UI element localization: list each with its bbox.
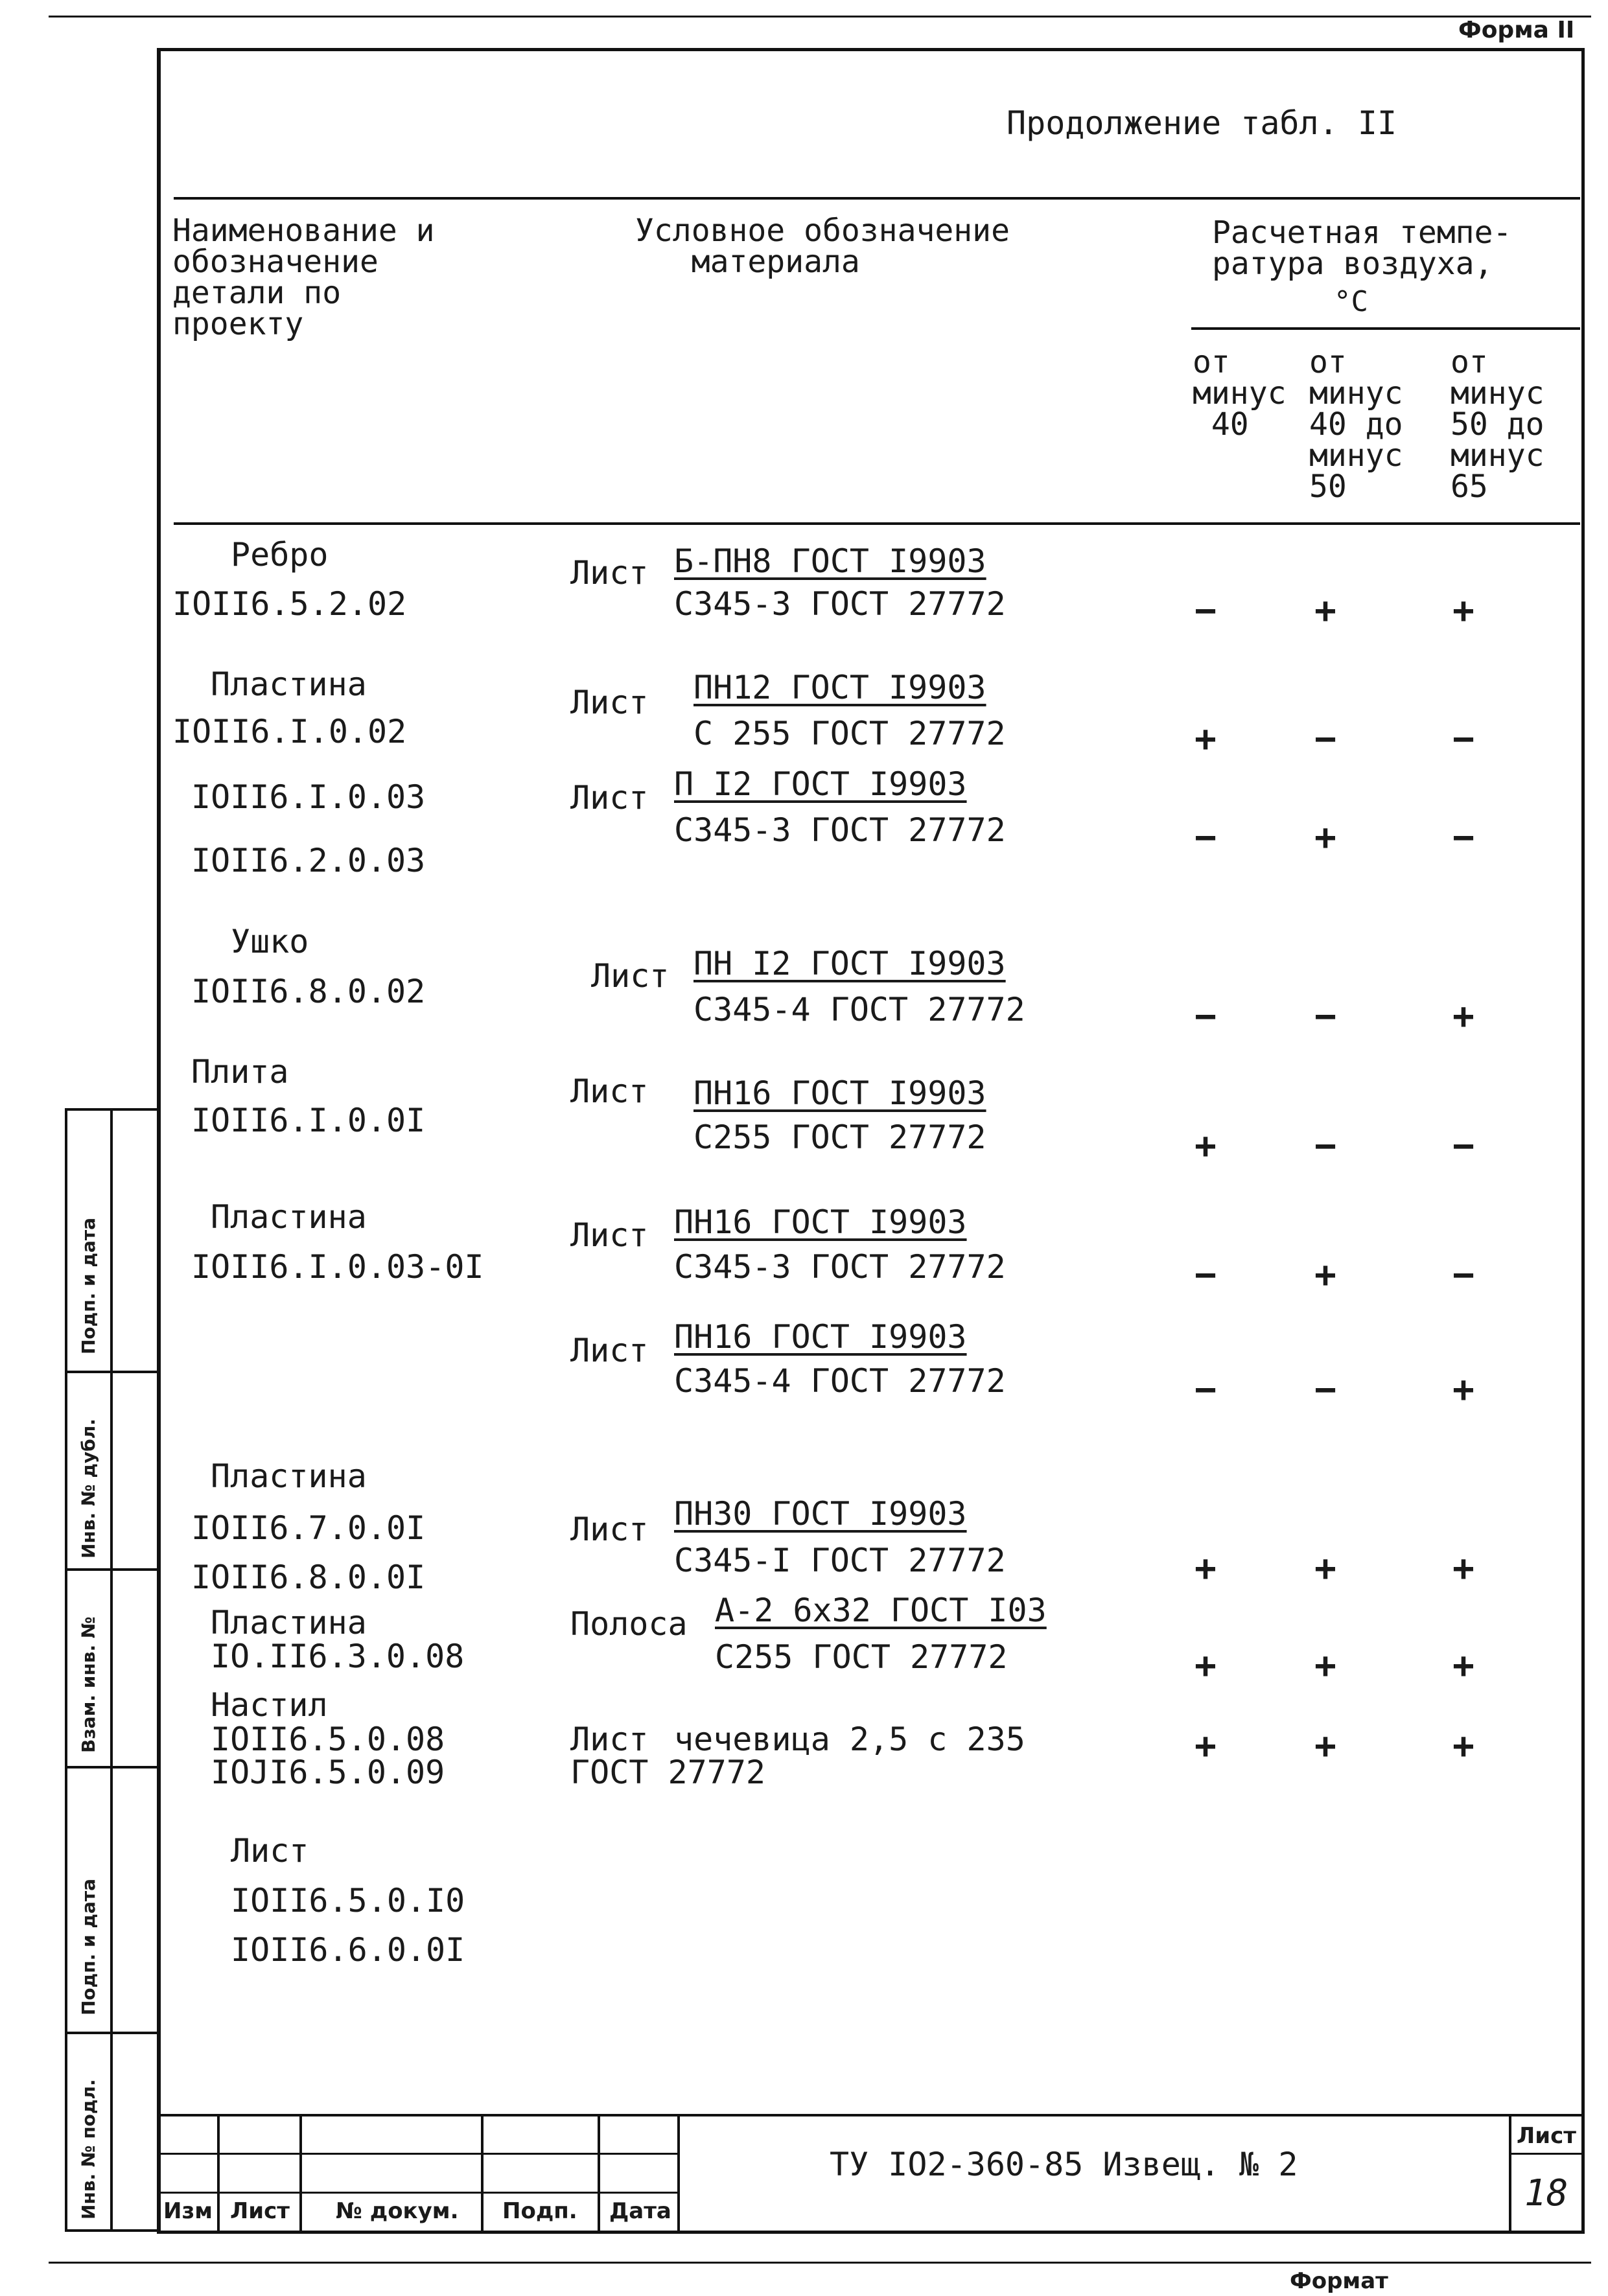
material-steel: С345-3 ГОСТ 27772 — [674, 811, 1006, 849]
part-name: Настил — [211, 1686, 328, 1724]
part-code: IOII6.8.0.0I — [191, 1559, 426, 1596]
side-label: Подп. и дата — [78, 1217, 99, 1354]
temp-sign: + — [1452, 1548, 1474, 1590]
table-title: Продолжение табл. II — [1007, 104, 1397, 142]
part-code: IOII6.2.0.03 — [191, 842, 426, 879]
material-steel: С345-4 ГОСТ 27772 — [674, 1362, 1006, 1400]
temp-sign: + — [1314, 1548, 1336, 1590]
temp-sign: + — [1194, 1725, 1217, 1767]
stamp-col-doc: № докум. — [336, 2198, 459, 2224]
temp-sign: + — [1194, 1125, 1217, 1167]
material-prefix: Лист — [570, 1511, 649, 1548]
part-code: IOII6.I.0.02 — [172, 713, 407, 750]
temp-sign: − — [1314, 718, 1336, 760]
temp-sign: + — [1314, 1254, 1336, 1296]
temp-sign: − — [1194, 817, 1217, 859]
part-name: Пластина — [211, 1604, 367, 1641]
stamp-sheet-label: Лист — [1517, 2123, 1576, 2149]
part-code: IOII6.7.0.0I — [191, 1509, 426, 1547]
material-prefix: Лист — [570, 1332, 649, 1369]
material-prefix: Лист — [570, 684, 649, 721]
material-profile: А-2 6х32 ГОСТ I03 — [715, 1592, 1047, 1629]
material-profile: П I2 ГОСТ I9903 — [674, 765, 967, 803]
temp-sign: − — [1194, 1369, 1217, 1411]
stamp-sheet-number: 18 — [1524, 2172, 1568, 2214]
header-part-name: Наименование и обозначение детали по проекту — [172, 213, 435, 342]
temp-sign: − — [1314, 1125, 1336, 1167]
stamp-col-date: Дата — [609, 2198, 671, 2224]
part-code: IOII6.6.0.0I — [231, 1931, 465, 1969]
material-profile: ПН12 ГОСТ I9903 — [693, 669, 986, 706]
temp-sign: + — [1194, 718, 1217, 760]
temp-sign: + — [1194, 1645, 1217, 1687]
temp-sign: − — [1452, 817, 1474, 859]
material-steel: С255 ГОСТ 27772 — [715, 1638, 1008, 1676]
form-label: Форма II — [1458, 17, 1575, 43]
material-steel: С345-3 ГОСТ 27772 — [674, 585, 1006, 623]
temp-sign: − — [1194, 1254, 1217, 1296]
part-code: IOII6.8.0.02 — [191, 973, 426, 1010]
material-prefix: Лист — [591, 957, 670, 995]
side-label: Инв. № подл. — [78, 2079, 99, 2220]
material-steel: С345-4 ГОСТ 27772 — [693, 991, 1025, 1028]
material-steel: С255 ГОСТ 27772 — [693, 1119, 986, 1156]
part-code: IOII6.I.0.0I — [191, 1102, 426, 1139]
material-profile: ПН30 ГОСТ I9903 — [674, 1495, 967, 1533]
part-code: IO.II6.3.0.08 — [211, 1638, 465, 1675]
part-code: IOII6.5.2.02 — [172, 585, 407, 623]
header-sub-3: от минус 50 до минус 65 — [1451, 344, 1544, 505]
material-prefix: Полоса — [570, 1605, 688, 1643]
temp-sign: + — [1314, 1645, 1336, 1687]
side-label: Взам. инв. № — [78, 1616, 99, 1753]
part-name: Плита — [191, 1053, 289, 1091]
temp-sign: − — [1452, 1125, 1474, 1167]
temp-sign: + — [1452, 1645, 1474, 1687]
temp-sign: + — [1194, 1548, 1217, 1590]
part-name: Пластина — [211, 1457, 367, 1495]
material-profile: ПН16 ГОСТ I9903 — [693, 1074, 986, 1112]
material-prefix: Лист — [570, 554, 649, 592]
temp-sign: − — [1194, 995, 1217, 1038]
part-code: IOII6.I.0.03-0I — [191, 1248, 484, 1286]
part-code: IOII6.I.0.03 — [191, 778, 426, 816]
material-profile: чечевица 2,5 с 235 — [674, 1721, 1025, 1758]
material-profile: ПН16 ГОСТ I9903 — [674, 1318, 967, 1356]
part-code: IOII6.5.0.08 — [211, 1721, 445, 1758]
temp-sign: + — [1314, 590, 1336, 632]
part-code: IOII6.5.0.I0 — [231, 1882, 465, 1919]
part-name: Ушко — [231, 923, 309, 960]
material-steel: С345-3 ГОСТ 27772 — [674, 1248, 1006, 1286]
stamp-document-code: ТУ IO2-360-85 Извещ. № 2 — [830, 2146, 1298, 2183]
stamp-col-sheet: Лист — [230, 2198, 290, 2224]
temp-sign: + — [1314, 1725, 1336, 1767]
part-name: Пластина — [211, 666, 367, 703]
stamp-col-sign: Подп. — [502, 2198, 577, 2224]
format-label: Формат — [1290, 2268, 1388, 2294]
header-material: Условное обозначение материала — [635, 213, 1010, 280]
temp-sign: − — [1452, 1254, 1474, 1296]
material-profile: ПН16 ГОСТ I9903 — [674, 1203, 967, 1241]
temp-sign: + — [1314, 817, 1336, 859]
part-code: IOJI6.5.0.09 — [211, 1754, 445, 1791]
temp-sign: − — [1194, 590, 1217, 632]
material-prefix: Лист — [570, 1073, 649, 1110]
side-label: Инв. № дубл. — [78, 1419, 99, 1559]
material-prefix: Лист — [570, 1721, 649, 1758]
temp-sign: − — [1314, 995, 1336, 1038]
temp-sign: − — [1452, 718, 1474, 760]
material-steel: С345-I ГОСТ 27772 — [674, 1542, 1006, 1579]
temp-sign: + — [1452, 590, 1474, 632]
temp-sign: − — [1314, 1369, 1336, 1411]
part-name: Пластина — [211, 1198, 367, 1236]
material-prefix: Лист — [570, 779, 649, 817]
stamp-col-change: Изм — [163, 2198, 213, 2224]
header-sub-2: от минус 40 до минус 50 — [1309, 344, 1403, 505]
part-name: Ребро — [231, 536, 329, 574]
header-temperature-unit: °C — [1334, 285, 1368, 318]
material-prefix: Лист — [570, 1216, 649, 1254]
material-steel: ГОСТ 27772 — [570, 1754, 766, 1791]
material-profile: Б-ПН8 ГОСТ I9903 — [674, 542, 986, 580]
temp-sign: + — [1452, 1725, 1474, 1767]
temp-sign: + — [1452, 1369, 1474, 1411]
side-label: Подп. и дата — [78, 1878, 99, 2015]
material-steel: С 255 ГОСТ 27772 — [693, 715, 1006, 752]
part-name: Лист — [231, 1832, 309, 1870]
temp-sign: + — [1452, 995, 1474, 1038]
header-temperature: Расчетная темпе- ратура воздуха, — [1212, 215, 1512, 282]
material-profile: ПН I2 ГОСТ I9903 — [693, 945, 1006, 982]
header-sub-1: от минус 40 — [1193, 344, 1287, 443]
